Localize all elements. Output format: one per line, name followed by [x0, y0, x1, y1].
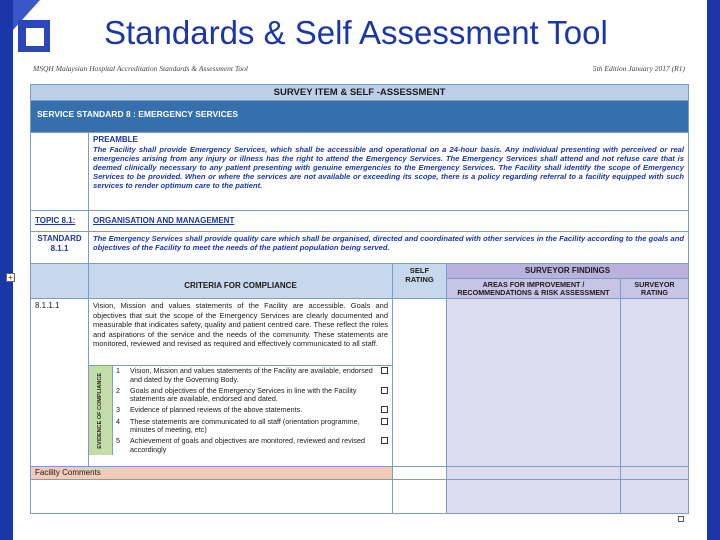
preamble-cell: [89, 133, 689, 211]
facility-comments-self-cell: [393, 467, 447, 480]
surveyor-rating-cell[interactable]: [621, 299, 689, 467]
facility-comments-entry-rating: [621, 480, 689, 514]
expand-plus-icon[interactable]: +: [6, 273, 15, 282]
self-rating-header: SELF RATING: [393, 263, 447, 298]
standard-label: STANDARD: [37, 233, 82, 243]
criterion-cell: [89, 299, 393, 467]
evidence-checkbox[interactable]: [381, 367, 388, 374]
corner-marker: [678, 516, 684, 522]
evidence-label-cell: [89, 366, 113, 455]
list-item: [113, 366, 392, 385]
criteria-header: CRITERIA FOR COMPLIANCE: [89, 263, 393, 298]
topic-text: ORGANISATION AND MANAGEMENT: [89, 211, 689, 232]
document-screenshot: [13, 62, 707, 538]
evidence-list: [113, 366, 392, 455]
list-item: [113, 417, 392, 436]
doc-header-right: 5th Edition January 2017 (R1): [592, 64, 685, 73]
areas-improvement-cell[interactable]: [447, 299, 621, 467]
criterion-text: Vision, Mission and values statements of the Facility are accessible. Goals and objectives that suit the scope of the Emergency Services are clearly documented and measurable that indicates safety, quality and patient centred care. These reflect the roles and aspirations of the service and the needs of the community. These statements are monitored, reviewed and revised as required and effectively communicated to all staff.: [93, 301, 388, 348]
evidence-number: 5: [116, 435, 121, 445]
left-accent-stripe: [0, 0, 13, 540]
areas-improvement-header: AREAS FOR IMPROVEMENT / RECOMMENDATIONS & RISK ASSESSMENT: [447, 278, 621, 299]
list-item: [113, 386, 392, 405]
surveyor-rating-header: SURVEYOR RATING: [621, 278, 689, 299]
evidence-number: 4: [116, 416, 121, 426]
assessment-table: [30, 84, 689, 514]
evidence-block: [89, 365, 392, 455]
criterion-number: 8.1.1.1: [31, 299, 89, 467]
evidence-text: Goals and objectives of the Emergency Services in line with the Facility statements are available, endorsed and dated.: [130, 385, 357, 404]
evidence-checkbox[interactable]: [381, 437, 388, 444]
doc-header-left: MSQH Malaysian Hospital Accreditation Standards & Assessment Tool: [33, 64, 248, 73]
preamble-text: The Facility shall provide Emergency Services, which shall be accessible and operational on a 24-hour basis. Any individual presenting with perceived or real emergencies arising from any injury or illness has the right to attend the Emergency Services. The Emergency Services shall attend and not refuse care that is deemed clinically necessary to any patient presenting with genuine emergencies to the Emergency Services. The Facility shall identify the scope of Emergency Services to be provided. When or where the services are not available or exceeding its scope, there is a policy regarding referral to a facility equipped with such services to render optimum care to the patient.: [93, 144, 685, 191]
facility-comments-entry-areas: [447, 480, 621, 514]
evidence-text: Vision, Mission and values statements of the Facility are available, endorsed and dated by the Governing Body.: [130, 366, 373, 385]
standard-text: The Emergency Services shall provide quality care which shall be organised, directed and coordinated with other services in the Facility according to the goals and objectives of the Facility to meet the needs of the patient population being served.: [89, 231, 689, 263]
evidence-text: These statements are communicated to all staff (orientation programme, minutes of meeting, etc): [130, 416, 360, 435]
facility-comments-entry[interactable]: [31, 480, 393, 514]
surveyor-findings-header: SURVEYOR FINDINGS: [447, 263, 689, 278]
facility-comments-areas-cell: [447, 467, 621, 480]
evidence-number: 3: [116, 404, 121, 414]
list-item: [113, 436, 392, 455]
facility-comments-rating-cell: [621, 467, 689, 480]
evidence-checkbox[interactable]: [381, 387, 388, 394]
list-item: [113, 405, 392, 417]
evidence-text: Achievement of goals and objectives are monitored, reviewed and revised accordingly: [130, 435, 365, 454]
evidence-label: EVIDENCE OF COMPLIANCE: [97, 372, 104, 449]
preamble-label: PREAMBLE: [93, 135, 138, 145]
evidence-checkbox[interactable]: [381, 406, 388, 413]
survey-item-band: SURVEY ITEM & SELF -ASSESSMENT: [31, 85, 689, 101]
right-accent-stripe: [707, 0, 720, 540]
facility-comments-entry-self: [393, 480, 447, 514]
topic-label: TOPIC 8.1:: [31, 211, 89, 232]
facility-comments-label: Facility Comments: [31, 467, 393, 480]
criteria-blank-header: [31, 263, 89, 298]
evidence-text: Evidence of planned reviews of the above statements.: [130, 404, 303, 414]
evidence-number: 1: [116, 366, 121, 376]
standard-label-cell: [31, 231, 89, 263]
service-standard-band: SERVICE STANDARD 8 : EMERGENCY SERVICES: [31, 101, 689, 133]
preamble-blank-cell: [31, 133, 89, 211]
slide-title: Standards & Self Assessment Tool: [104, 14, 608, 51]
standard-number: 8.1.1: [50, 243, 69, 253]
evidence-checkbox[interactable]: [381, 418, 388, 425]
self-rating-cell[interactable]: [393, 299, 447, 467]
evidence-number: 2: [116, 385, 121, 395]
